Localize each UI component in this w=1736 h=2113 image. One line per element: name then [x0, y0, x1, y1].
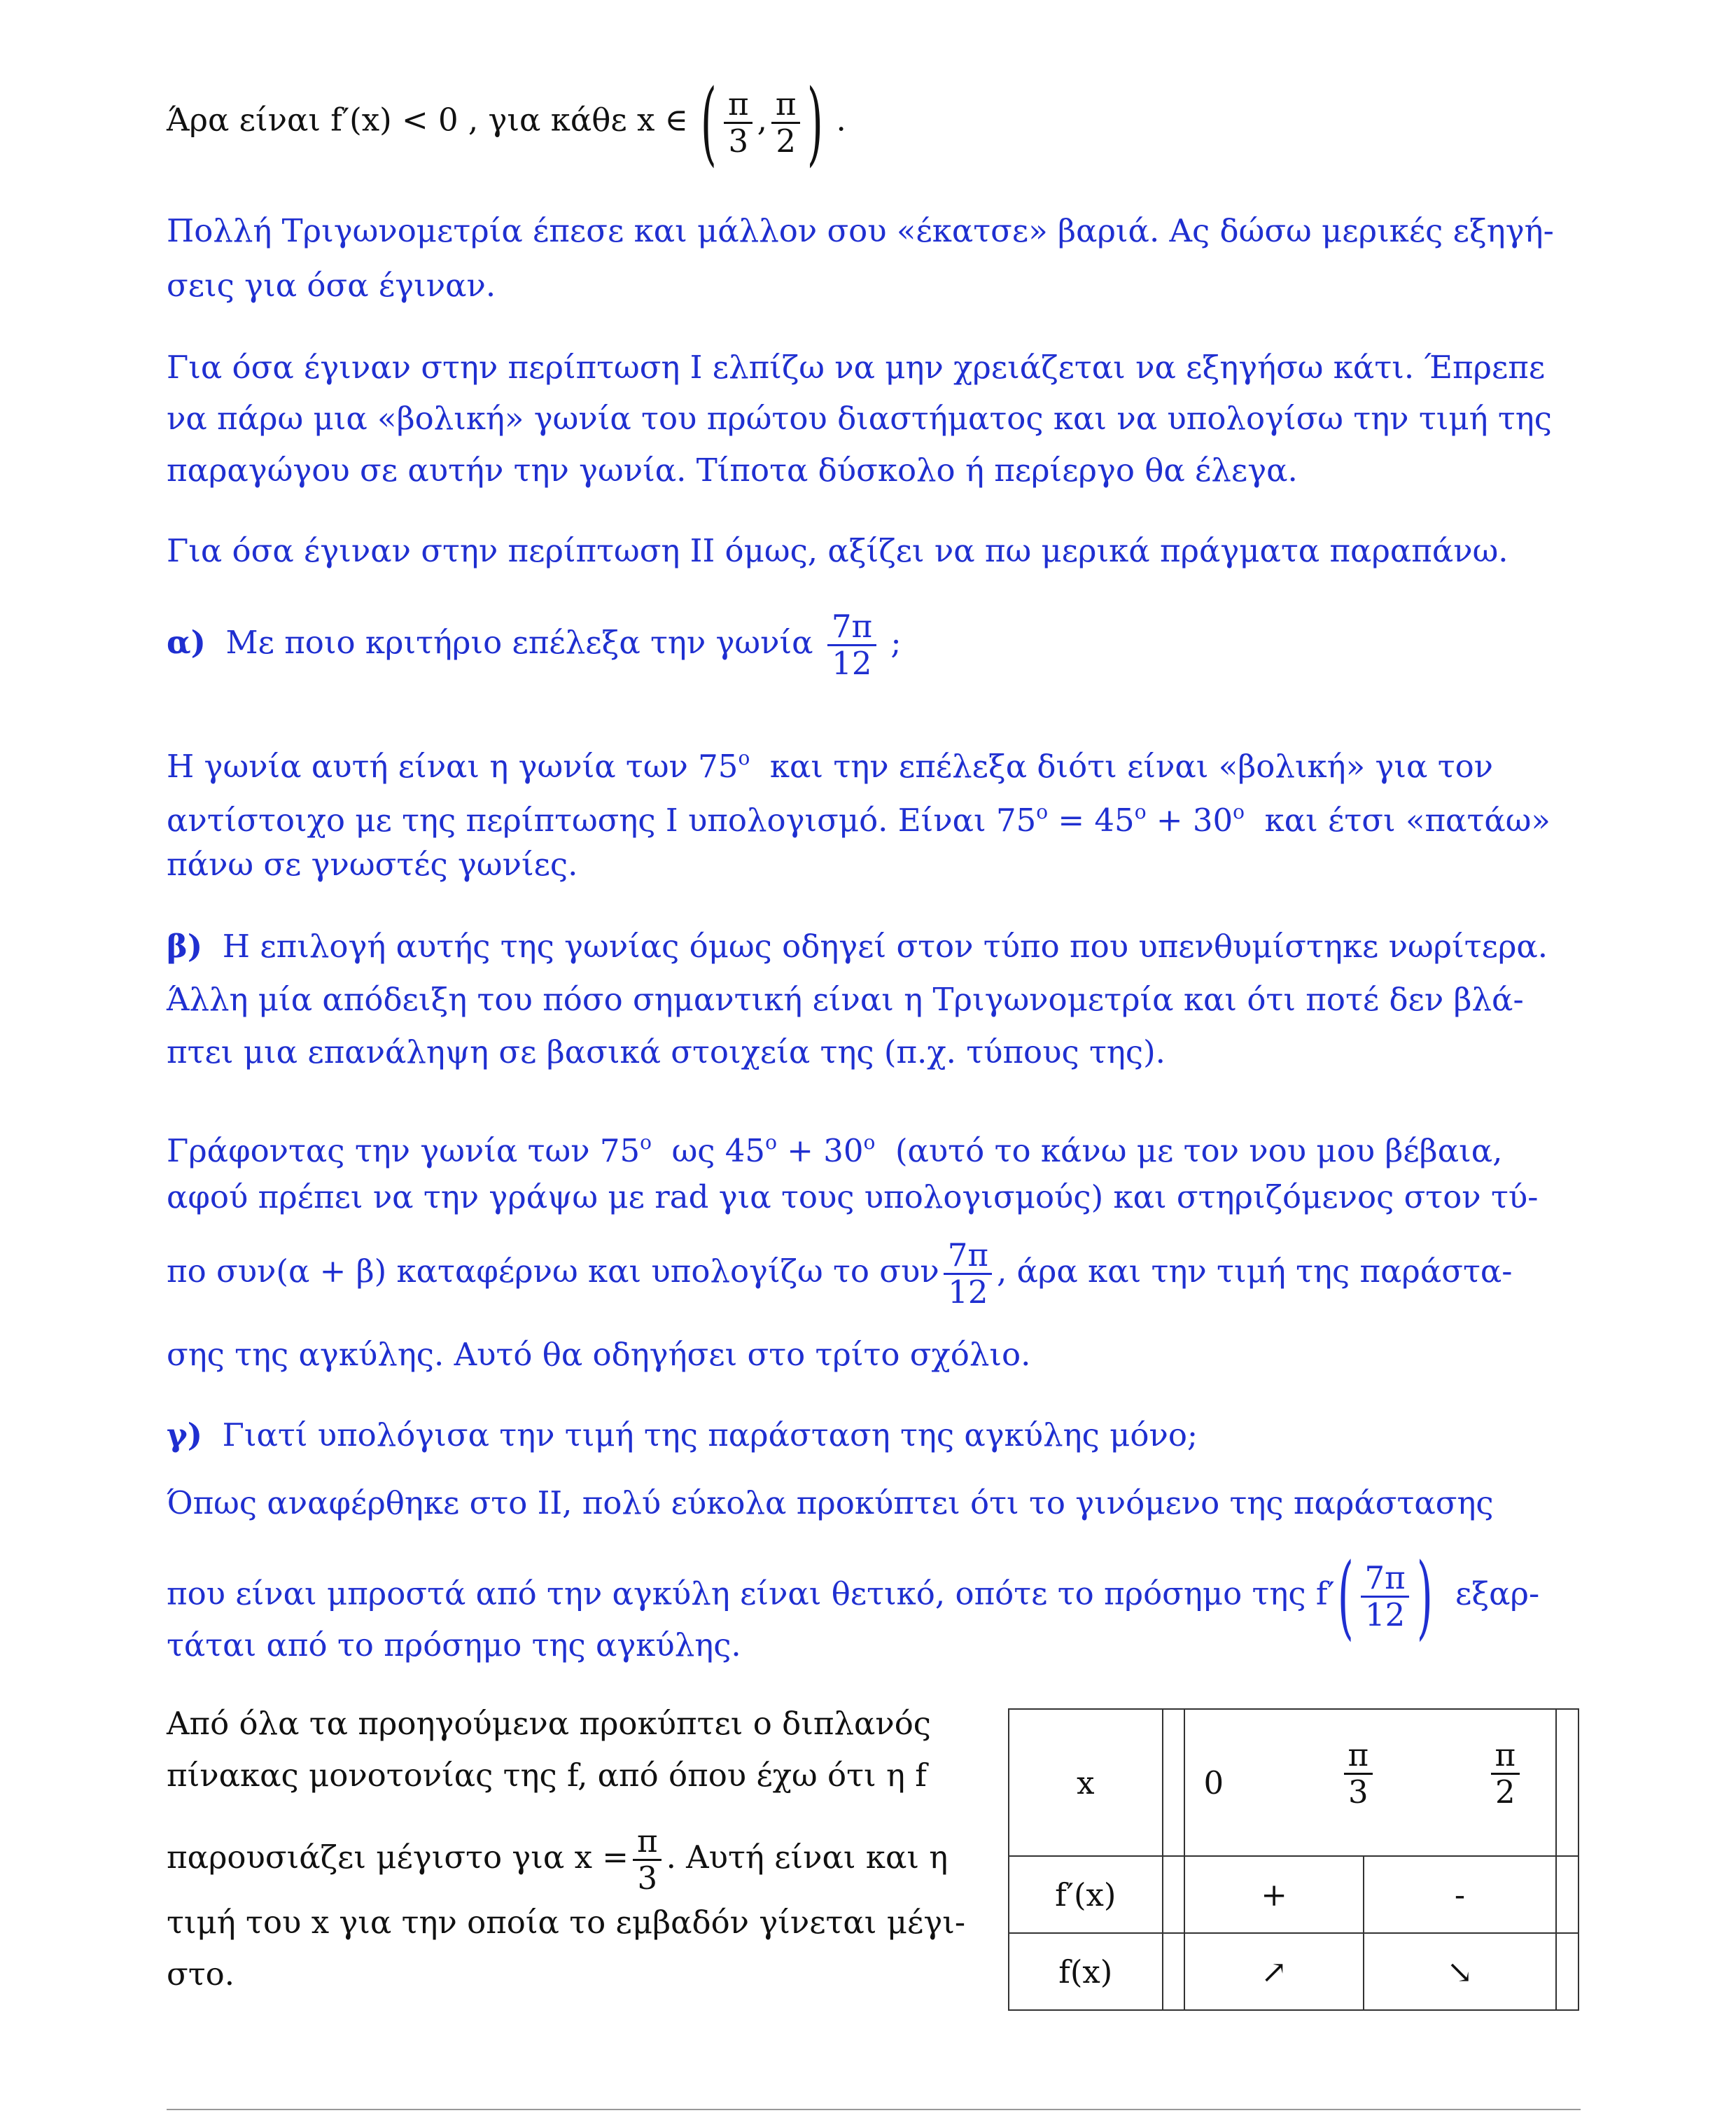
table-divider [1556, 1856, 1578, 1933]
para-5-line-2: Άλλη μία απόδειξη του πόσο σημαντική είναι η Τριγωνομετρία και ότι ποτέ δεν βλά- [167, 981, 1524, 1018]
conclusion-line-4: τιμή του x για την οποία το εμβαδόν γίνεται μέγι- [167, 1904, 966, 1941]
conclusion-line-1: Από όλα τα προηγούμενα προκύπτει ο διπλανός [167, 1705, 931, 1742]
footer-divider [167, 2109, 1581, 2110]
para-1-line-1: Πολλή Τριγωνομετρία έπεσε και μάλλον σου «έκατσε» βαριά. Ας δώσω μερικές εξηγή- [167, 212, 1554, 249]
question-b [167, 926, 1548, 968]
table-divider [1556, 1933, 1578, 2010]
para-4-line-3: πάνω σε γνωστές γωνίες. [167, 846, 578, 883]
question-a-label: α) [167, 624, 206, 661]
table-divider [1556, 1709, 1578, 1856]
paren-right-f: ) [1416, 1543, 1433, 1650]
para-2-line-2: να πάρω μια «βολική» γωνία του πρώτου διαστήματος και να υπολογίσω την τιμή της [167, 400, 1552, 437]
para-7-line-3: τάται από το πρόσημο της αγκύλης. [167, 1626, 741, 1664]
para-6-line-3: πο συν(α + β) καταφέρνω και υπολογίζω το συν $\frac{7\pi}{12}$ , άρα και την τιμή της παράστα- [167, 1236, 1513, 1311]
table-row-fprime [1009, 1856, 1578, 1933]
question-c-label: γ) [167, 1416, 202, 1453]
table-x-values [1184, 1709, 1556, 1856]
question-b-label: β) [167, 928, 203, 965]
para-7-line-2: που είναι μπροστά από την αγκύλη είναι θετικό, οπότε το πρόσημο της f′( $\frac{7\pi}{12}$ ) εξαρ- [167, 1543, 1540, 1650]
para-3-line-1: Για όσα έγιναν στην περίπτωση ΙΙ όμως, αξίζει να πω μερικά πράγματα παραπάνω. [167, 532, 1508, 569]
fraction-7pi-12: $\frac{7\pi}{12}$ [827, 609, 876, 681]
para-4-line-2: αντίστοιχο με της περίπτωσης Ι υπολογισμό. Είναι $75^o = 45^o + 30^o$ και έτσι «πατάω» [167, 800, 1550, 839]
question-a-text: Με ποιο κριτήριο επέλεξα την γωνία [225, 624, 813, 661]
table-header-fprime: f′(x) [1009, 1856, 1163, 1933]
fprime-sign-1: + [1184, 1856, 1363, 1933]
conclusion-line-5: στο. [167, 1955, 235, 1993]
x-value-pi-3: $\frac{\pi}{3}$ [1343, 1738, 1373, 1810]
para-6-line-2: αφού πρέπει να την γράψω με rad για τους υπολογισμούς) και στηριζόμενος στον τύ- [167, 1178, 1539, 1215]
para-1-line-2: σεις για όσα έγιναν. [167, 267, 496, 304]
para-6-line-4: σης της αγκύλης. Αυτό θα οδηγήσει στο τρίτο σχόλιο. [167, 1336, 1031, 1373]
table-row-f [1009, 1933, 1578, 2010]
question-mark: ; [890, 624, 902, 661]
monotonicity-table [1008, 1708, 1579, 2011]
table-divider [1163, 1709, 1185, 1856]
fraction-pi-3-max: $\frac{\pi}{3}$ [633, 1824, 662, 1896]
question-b-text: Η επιλογή αυτής της γωνίας όμως οδηγεί στον τύπο που υπενθυμίστηκε νωρίτερα. [222, 928, 1548, 965]
fraction-pi-3: $\frac{\pi}{3}$ [724, 87, 753, 159]
fraction-7pi-12-cos: $\frac{7\pi}{12}$ [944, 1238, 993, 1310]
statement-text: Άρα είναι f′(x) < 0 , για κάθε x ∈ [167, 101, 688, 139]
table-header-x: x [1009, 1709, 1163, 1856]
table-divider [1163, 1933, 1185, 2010]
paren-right: ) [807, 69, 824, 176]
paren-left: ( [701, 69, 718, 176]
question-c-text: Γιατί υπολόγισα την τιμή της παράσταση της αγκύλης μόνο; [222, 1416, 1198, 1453]
para-2-line-1: Για όσα έγιναν στην περίπτωση Ι ελπίζω να μην χρειάζεται να εξηγήσω κάτι. Έπρεπε [167, 349, 1546, 386]
table-divider [1163, 1856, 1185, 1933]
increasing-arrow-icon: ↗ [1184, 1933, 1363, 2010]
para-6-line-1: Γράφοντας την γωνία των $75^o$ ως $45^o + 30^o$ (αυτό το κάνω με τον νου μου βέβαια, [167, 1131, 1503, 1169]
para-7-line-1: Όπως αναφέρθηκε στο ΙΙ, πολύ εύκολα προκύπτει ότι το γινόμενο της παράστασης [167, 1484, 1494, 1521]
x-value-0: 0 [1203, 1764, 1224, 1801]
para-2-line-3: παραγώγου σε αυτήν την γωνία. Τίποτα δύσκολο ή περίεργο θα έλεγα. [167, 452, 1298, 489]
paren-left-f: ( [1337, 1543, 1354, 1650]
conclusion-line-2: πίνακας μονοτονίας της f, από όπου έχω ότι η f [167, 1757, 927, 1794]
fprime-sign-2: - [1364, 1856, 1556, 1933]
conclusion-line-3: παρουσιάζει μέγιστο για x = $\frac{\pi}{3}$ . Αυτή είναι και η [167, 1822, 948, 1897]
fraction-pi-2: $\frac{\pi}{2}$ [771, 87, 801, 159]
question-c [167, 1414, 1198, 1456]
x-value-pi-2: $\frac{\pi}{2}$ [1490, 1738, 1520, 1810]
question-a [167, 609, 902, 681]
table-header-f: f(x) [1009, 1933, 1163, 2010]
table-row-x [1009, 1709, 1578, 1856]
line-1: Άρα είναι f′(x) < 0 , για κάθε x ∈ ( $\frac{\pi}{3}$ , $\frac{\pi}{2}$ ) . [167, 69, 846, 176]
decreasing-arrow-icon: ↘ [1364, 1933, 1556, 2010]
period: . [836, 101, 846, 139]
para-5-line-3: πτει μια επανάληψη σε βασικά στοιχεία της (π.χ. τύπους της). [167, 1033, 1166, 1071]
para-4-line-1: Η γωνία αυτή είναι η γωνία των $75^o$ και την επέλεξα διότι είναι «βολική» για τον [167, 746, 1494, 785]
fraction-7pi-12-fprime: $\frac{7\pi}{12}$ [1360, 1561, 1409, 1633]
